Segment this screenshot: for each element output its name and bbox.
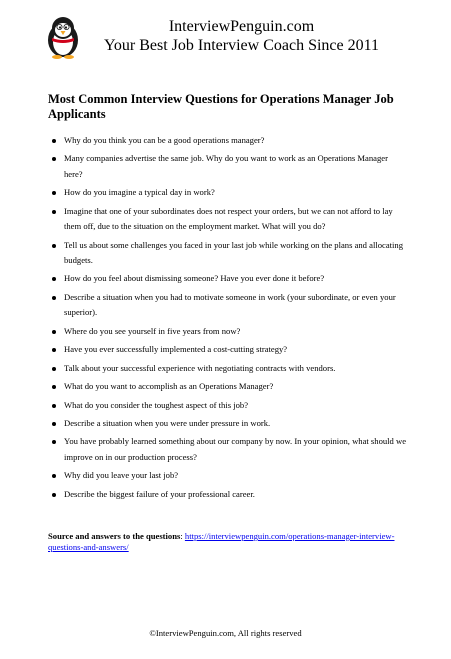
question-text: Why do you think you can be a good operations manager? — [64, 135, 265, 145]
source-separator: : — [180, 531, 185, 541]
bullet-icon — [52, 474, 56, 478]
list-item — [48, 151, 408, 182]
footer-copyright: ©InterviewPenguin.com, All rights reserved — [149, 628, 302, 638]
question-text: Tell us about some challenges you faced in your last job while working on the plans and allocating budgets. — [64, 239, 404, 265]
question-text: Why did you leave your last job? — [64, 470, 179, 481]
list-item — [48, 271, 408, 286]
list-item — [48, 468, 408, 483]
bullet-icon — [52, 157, 56, 161]
list-item — [48, 185, 408, 200]
bullet-icon — [52, 422, 56, 426]
source-label: Source and answers to the questions — [48, 531, 181, 541]
list-item — [48, 342, 408, 357]
bullet-icon — [52, 385, 56, 389]
list-item — [48, 290, 408, 321]
list-item — [48, 434, 408, 465]
bullet-icon — [52, 348, 56, 352]
question-text: How do you imagine a typical day in work? — [64, 187, 215, 198]
bullet-icon — [52, 277, 56, 281]
list-item — [48, 238, 408, 269]
list-item — [48, 133, 408, 148]
source-note — [48, 531, 408, 553]
site-tagline: Your Best Job Interview Coach Since 2011 — [103, 37, 380, 54]
bullet-icon — [52, 210, 56, 214]
bullet-icon — [52, 493, 56, 497]
bullet-icon — [52, 139, 56, 143]
list-item — [48, 487, 408, 502]
list-item — [48, 361, 408, 376]
question-text: How do you feel about dismissing someone? Have you ever done it before? — [64, 273, 325, 284]
question-text: Where do you see yourself in five years from now? — [64, 325, 241, 336]
question-list — [48, 133, 408, 505]
question-text: You have probably learned something about our company by now. In your opinion, what should we improve on in our production process? — [64, 436, 407, 462]
list-item — [48, 379, 408, 394]
bullet-icon — [52, 191, 56, 195]
question-text: What do you consider the toughest aspect of this job? — [64, 399, 249, 410]
list-item — [48, 324, 408, 339]
bullet-icon — [52, 404, 56, 408]
list-item — [48, 398, 408, 413]
question-text: Describe a situation when you had to motivate someone in work (your subordinate, or even your superior). — [64, 291, 396, 318]
source-link[interactable]: https://interviewpenguin.com/operations-manager-interview-questions-and-answers/ — [48, 531, 395, 552]
list-item — [48, 416, 408, 431]
question-text: Describe a situation when you were under pressure in work. — [64, 418, 271, 428]
question-text: Describe the biggest failure of your professional career. — [64, 488, 255, 499]
question-text: Have you ever successfully implemented a cost-cutting strategy? — [64, 344, 288, 355]
list-item — [48, 204, 408, 235]
question-text: Talk about your successful experience with negotiating contracts with vendors. — [64, 362, 336, 373]
bullet-icon — [52, 330, 56, 334]
bullet-icon — [52, 367, 56, 371]
question-text: Many companies advertise the same job. Why do you want to work as an Operations Manager here? — [64, 153, 388, 179]
question-text: What do you want to accomplish as an Operations Manager? — [64, 381, 274, 392]
site-name: InterviewPenguin.com — [168, 18, 315, 35]
bullet-icon — [52, 296, 56, 300]
page-title: Most Common Interview Questions for Operations Manager Job Applicants — [48, 92, 394, 121]
question-text: Imagine that one of your subordinates does not respect your orders, but we can not afford to lay them off, due to the situation on the employment market. What will you do? — [64, 205, 393, 232]
bullet-icon — [52, 440, 56, 444]
bullet-icon — [52, 244, 56, 248]
